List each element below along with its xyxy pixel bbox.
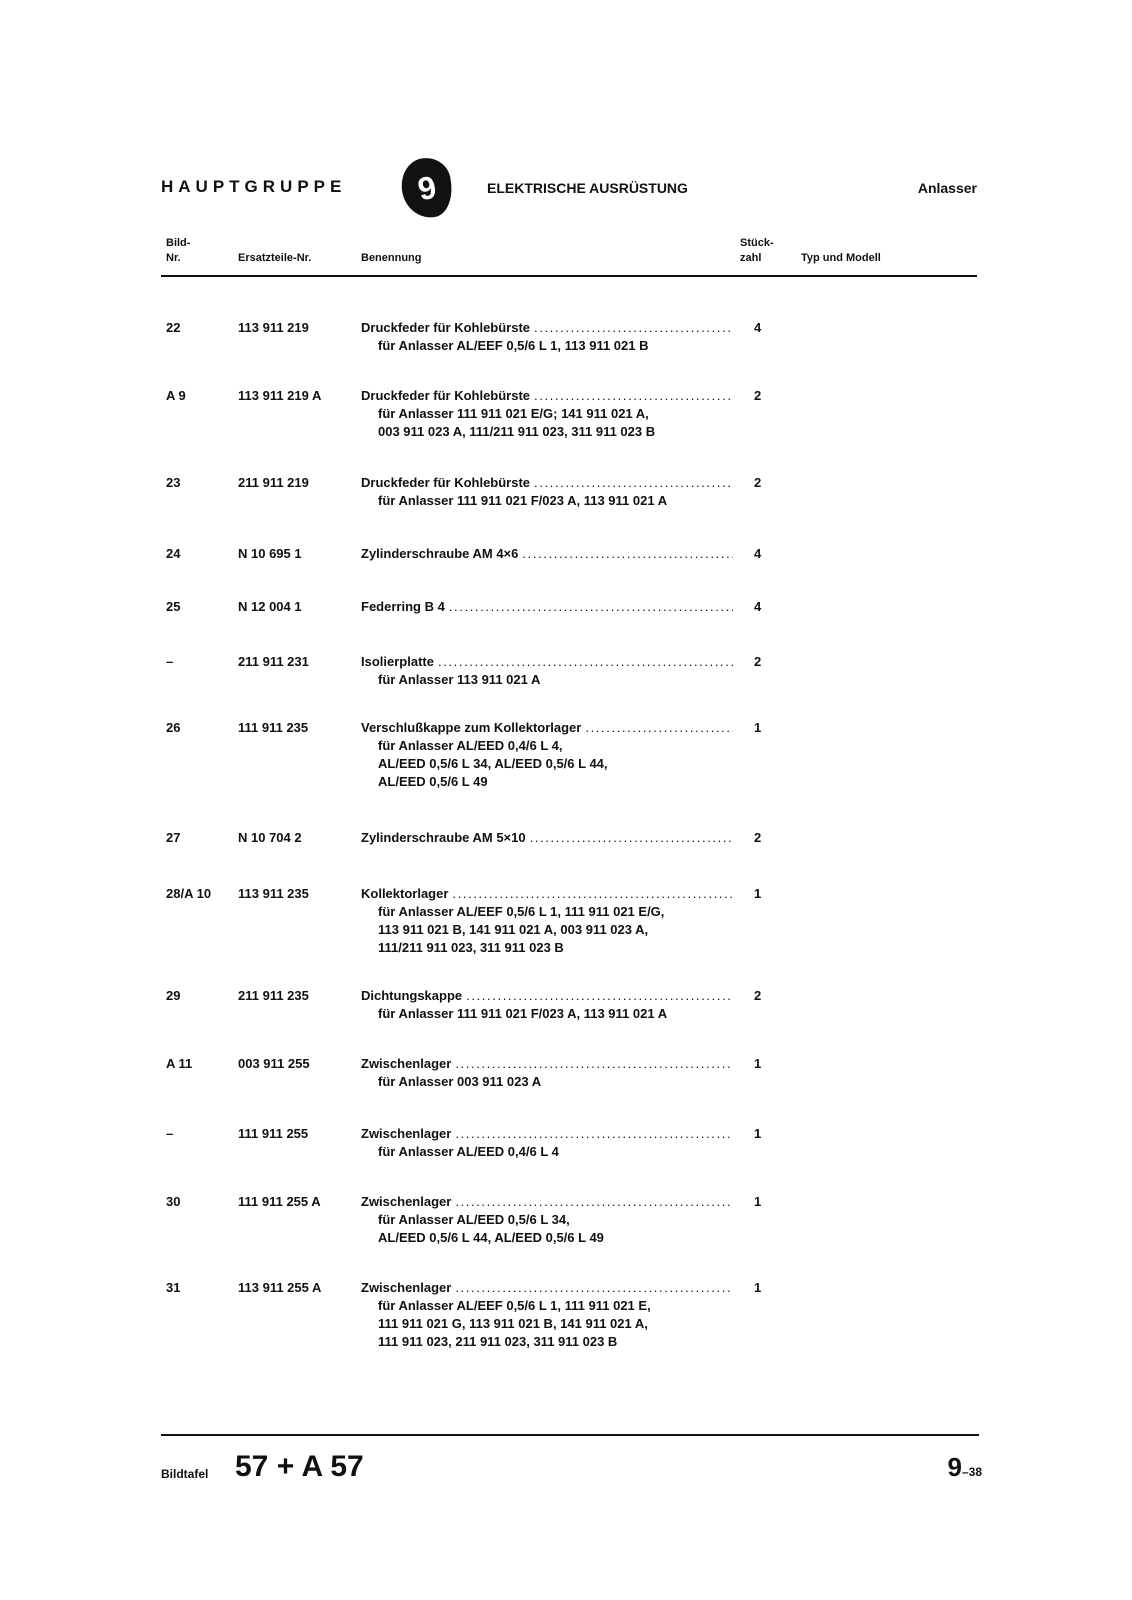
col-header-stueck-text: Stück- zahl: [740, 237, 774, 264]
part-description: [361, 1279, 733, 1351]
figure-number: 27: [166, 830, 181, 845]
leader-dots: [466, 987, 733, 1005]
fitment-line: für Anlasser AL/EED 0,5/6 L 34,: [378, 1212, 570, 1227]
part-description: [361, 829, 733, 847]
part-description: [361, 987, 733, 1023]
part-description: [361, 719, 733, 791]
fitment-line: für Anlasser 003 911 023 A: [378, 1074, 542, 1089]
part-name: Druckfeder für Kohlebürste: [361, 475, 531, 490]
quantity: 1: [754, 886, 762, 901]
figure-number: 26: [166, 720, 181, 735]
figure-number: 31: [166, 1280, 181, 1295]
part-number: 113 911 219 A: [238, 388, 322, 403]
col-header-benennung: Benennung: [361, 252, 422, 264]
part-name-line: [361, 653, 733, 671]
part-name-line: [361, 1193, 733, 1211]
part-number: N 12 004 1: [238, 599, 302, 614]
part-description: [361, 885, 733, 957]
leader-dots: [534, 387, 733, 405]
part-number: 211 911 235: [238, 988, 309, 1003]
quantity: 1: [754, 1280, 762, 1295]
part-description: [361, 598, 733, 616]
page-number-main: 9: [947, 1452, 962, 1482]
part-number: 111 911 255 A: [238, 1194, 321, 1209]
leader-dots: [534, 474, 733, 492]
figure-number: 30: [166, 1194, 181, 1209]
fitment-line: 111 911 021 G, 113 911 021 B, 141 911 021 A,: [378, 1316, 648, 1331]
part-description: [361, 319, 733, 355]
figure-number: 28/A 10: [166, 886, 212, 901]
part-number: 111 911 235: [238, 720, 309, 735]
part-number: 113 911 255 A: [238, 1280, 322, 1295]
leader-dots: [452, 885, 733, 903]
fitment-line: für Anlasser 111 911 021 F/023 A, 113 911 021 A: [378, 1006, 668, 1021]
leader-dots: [455, 1279, 733, 1297]
part-name-line: [361, 885, 733, 903]
quantity: 1: [754, 1194, 762, 1209]
page-number: [948, 1452, 983, 1483]
figure-number: –: [166, 654, 174, 669]
part-name-line: [361, 987, 733, 1005]
quantity: 2: [754, 988, 762, 1003]
figure-number: 22: [166, 320, 181, 335]
fitment-line: für Anlasser 113 911 021 A: [378, 672, 541, 687]
fitment-line: AL/EED 0,5/6 L 44, AL/EED 0,5/6 L 49: [378, 1230, 604, 1245]
fitment-line: 003 911 023 A, 111/211 911 023, 311 911 023 B: [378, 424, 656, 439]
quantity: 4: [754, 599, 762, 614]
fitment-line: für Anlasser AL/EEF 0,5/6 L 1, 111 911 021 E,: [378, 1298, 651, 1313]
quantity: 2: [754, 654, 762, 669]
part-name: Verschlußkappe zum Kollektorlager: [361, 720, 582, 735]
part-name: Druckfeder für Kohlebürste: [361, 388, 531, 403]
figure-number: A 11: [166, 1056, 193, 1071]
part-number: 111 911 255: [238, 1126, 309, 1141]
leader-dots: [449, 598, 733, 616]
part-name: Druckfeder für Kohlebürste: [361, 320, 531, 335]
part-description: [361, 387, 733, 441]
fitment-line: für Anlasser AL/EEF 0,5/6 L 1, 113 911 021 B: [378, 338, 649, 353]
col-header-typ: Typ und Modell: [801, 252, 881, 264]
part-description: [361, 653, 733, 689]
part-name-line: [361, 1279, 733, 1297]
part-description: [361, 1055, 733, 1091]
part-number: N 10 704 2: [238, 830, 302, 845]
leader-dots: [455, 1193, 733, 1211]
part-name-line: [361, 319, 733, 337]
leader-dots: [534, 319, 733, 337]
plate-number: 57 + A 57: [235, 1450, 364, 1483]
fitment-line: 111 911 023, 211 911 023, 311 911 023 B: [378, 1334, 618, 1349]
fitment-line: für Anlasser AL/EEF 0,5/6 L 1, 111 911 021 E/G,: [378, 904, 665, 919]
fitment-line: für Anlasser AL/EED 0,4/6 L 4,: [378, 738, 563, 753]
figure-number: A 9: [166, 388, 186, 403]
group-number-badge: [396, 153, 457, 222]
col-header-stueck: [740, 236, 800, 266]
quantity: 2: [754, 388, 762, 403]
quantity: 4: [754, 546, 762, 561]
quantity: 4: [754, 320, 762, 335]
leader-dots: [455, 1125, 733, 1143]
header-rule: [161, 275, 977, 277]
part-name: Zylinderschraube AM 4×6: [361, 546, 519, 561]
quantity: 2: [754, 475, 762, 490]
part-description: [361, 474, 733, 510]
part-name: Zwischenlager: [361, 1056, 452, 1071]
part-name-line: [361, 719, 733, 737]
part-number: 211 911 219: [238, 475, 309, 490]
col-header-bild-text: Bild- Nr.: [166, 237, 191, 264]
leader-dots: [438, 653, 733, 671]
part-name: Kollektorlager: [361, 886, 449, 901]
plate-label: Bildtafel: [161, 1467, 209, 1481]
leader-dots: [455, 1055, 733, 1073]
col-header-ersatzteil: Ersatzteile-Nr.: [238, 252, 312, 264]
part-name-line: [361, 1055, 733, 1073]
quantity: 2: [754, 830, 762, 845]
part-name: Zwischenlager: [361, 1194, 452, 1209]
main-group-title: HAUPTGRUPPE: [161, 177, 347, 196]
fitment-line: für Anlasser 111 911 021 F/023 A, 113 911 021 A: [378, 493, 668, 508]
part-description: [361, 1125, 733, 1161]
quantity: 1: [754, 1056, 762, 1071]
part-name: Federring B 4: [361, 599, 445, 614]
part-name: Zwischenlager: [361, 1280, 452, 1295]
part-number: 113 911 235: [238, 886, 309, 901]
figure-number: 25: [166, 599, 181, 614]
section-title: ELEKTRISCHE AUSRÜSTUNG: [487, 180, 688, 196]
fitment-line: AL/EED 0,5/6 L 34, AL/EED 0,5/6 L 44,: [378, 756, 608, 771]
part-name-line: [361, 1125, 733, 1143]
part-name: Isolierplatte: [361, 654, 434, 669]
part-number: 211 911 231: [238, 654, 309, 669]
part-number: 003 911 255: [238, 1056, 310, 1071]
part-number: 113 911 219: [238, 320, 309, 335]
part-name: Zwischenlager: [361, 1126, 452, 1141]
quantity: 1: [754, 1126, 762, 1141]
quantity: 1: [754, 720, 762, 735]
col-header-bild: [166, 236, 216, 266]
page-number-sub: –38: [961, 1465, 982, 1479]
part-number: N 10 695 1: [238, 546, 302, 561]
part-name-line: [361, 387, 733, 405]
part-name-line: [361, 829, 733, 847]
part-description: [361, 1193, 733, 1247]
fitment-line: 113 911 021 B, 141 911 021 A, 003 911 023 A,: [378, 922, 649, 937]
fitment-line: 111/211 911 023, 311 911 023 B: [378, 940, 564, 955]
part-name-line: [361, 598, 733, 616]
part-name-line: [361, 474, 733, 492]
fitment-line: für Anlasser AL/EED 0,4/6 L 4: [378, 1144, 559, 1159]
fitment-line: AL/EED 0,5/6 L 49: [378, 774, 488, 789]
part-name-line: [361, 545, 733, 563]
figure-number: –: [166, 1126, 174, 1141]
leader-dots: [522, 545, 733, 563]
leader-dots: [530, 829, 733, 847]
part-description: [361, 545, 733, 563]
subsection-title: Anlasser: [917, 180, 977, 196]
fitment-line: für Anlasser 111 911 021 E/G; 141 911 021 A,: [378, 406, 649, 421]
part-name: Dichtungskappe: [361, 988, 463, 1003]
part-name: Zylinderschraube AM 5×10: [361, 830, 526, 845]
figure-number: 24: [166, 546, 181, 561]
figure-number: 23: [166, 475, 181, 490]
leader-dots: [585, 719, 733, 737]
footer-rule: [161, 1434, 979, 1436]
figure-number: 29: [166, 988, 181, 1003]
group-number: 9: [414, 168, 440, 207]
